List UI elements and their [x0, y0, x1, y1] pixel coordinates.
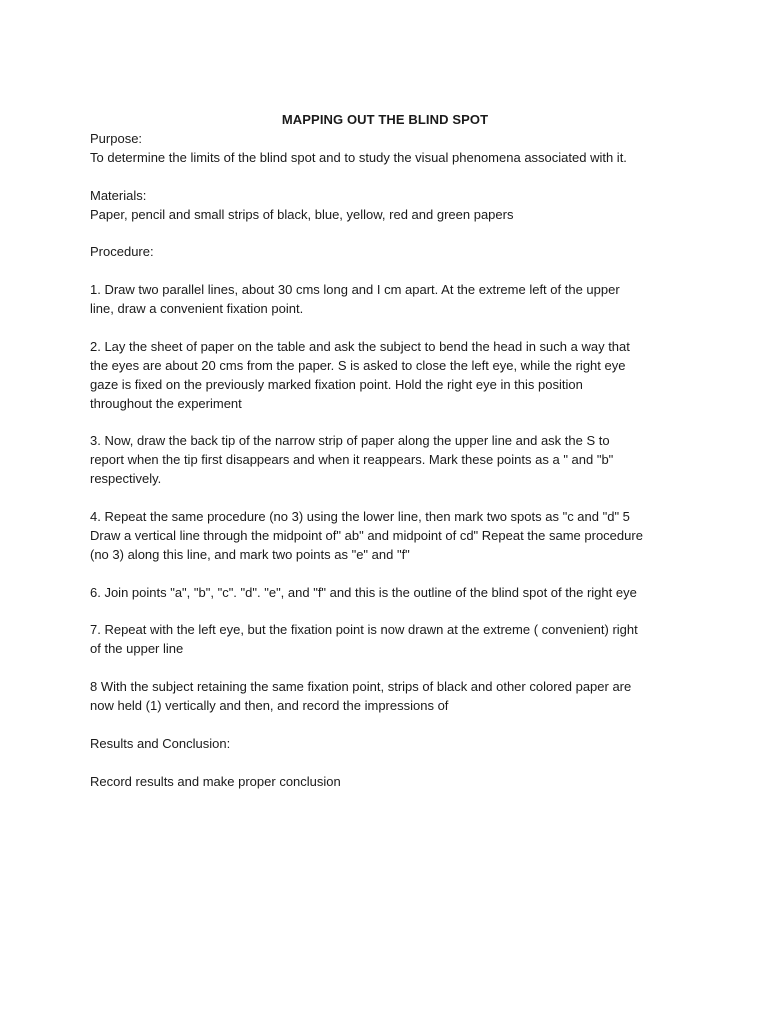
- step-line: gaze is fixed on the previously marked fixation point. Hold the right eye in this position: [90, 376, 583, 392]
- step-line: 3. Now, draw the back tip of the narrow strip of paper along the upper line and ask the S to: [90, 433, 610, 449]
- step-line: (no 3) along this line, and mark two points as "e" and "f": [90, 546, 410, 562]
- step-line: respectively.: [90, 471, 162, 487]
- step-line: report when the tip first disappears and when it reappears. Mark these points as a " and "b": [90, 452, 614, 468]
- step-line: now held (1) vertically and then, and record the impressions of: [90, 698, 449, 714]
- results-heading: Results and Conclusion:: [90, 735, 231, 751]
- results-text: Record results and make proper conclusion: [90, 773, 341, 789]
- document-title: MAPPING OUT THE BLIND SPOT: [281, 112, 489, 127]
- step-line: 2. Lay the sheet of paper on the table and ask the subject to bend the head in such a way that: [90, 338, 630, 354]
- step-line: 7. Repeat with the left eye, but the fixation point is now drawn at the extreme ( convenient) right: [90, 622, 638, 638]
- purpose-heading: Purpose:: [90, 131, 143, 146]
- step-line: throughout the experiment: [90, 395, 242, 411]
- step-line: Draw a vertical line through the midpoint of" ab" and midpoint of cd" Repeat the same procedure: [90, 527, 643, 543]
- step-line: 8 With the subject retaining the same fixation point, strips of black and other colored paper are: [90, 679, 632, 695]
- procedure-step-2: [90, 338, 690, 414]
- procedure-step-1: [90, 281, 690, 319]
- procedure-step-4-5: [90, 508, 690, 565]
- purpose-text: To determine the limits of the blind spot and to study the visual phenomena associated with it.: [90, 149, 627, 165]
- step-line: 1. Draw two parallel lines, about 30 cms long and I cm apart. At the extreme left of the upper: [90, 282, 620, 298]
- procedure-step-8: [90, 678, 690, 716]
- step-line: the eyes are about 20 cms from the paper. S is asked to close the left eye, while the right eye: [90, 357, 626, 373]
- procedure-step-6: [90, 584, 690, 603]
- materials-text: Paper, pencil and small strips of black, blue, yellow, red and green papers: [90, 206, 514, 222]
- step-line: of the upper line: [90, 641, 184, 657]
- step-line: 6. Join points "a", "b", "c". "d". "e", and "f" and this is the outline of the blind spot of the right eye: [90, 584, 637, 600]
- procedure-step-7: [90, 621, 690, 659]
- materials-heading: Materials:: [90, 187, 147, 203]
- procedure-heading-block: [90, 243, 690, 262]
- procedure-heading: Procedure:: [90, 244, 154, 260]
- document-page: [90, 112, 690, 810]
- materials-section: [90, 187, 690, 225]
- results-heading-block: [90, 735, 690, 754]
- step-line: line, draw a convenient fixation point.: [90, 301, 304, 317]
- step-line: 4. Repeat the same procedure (no 3) using the lower line, then mark two spots as "c and "d" 5: [90, 509, 630, 525]
- results-text-block: [90, 773, 690, 792]
- procedure-step-3: [90, 432, 690, 489]
- purpose-section: [90, 130, 690, 168]
